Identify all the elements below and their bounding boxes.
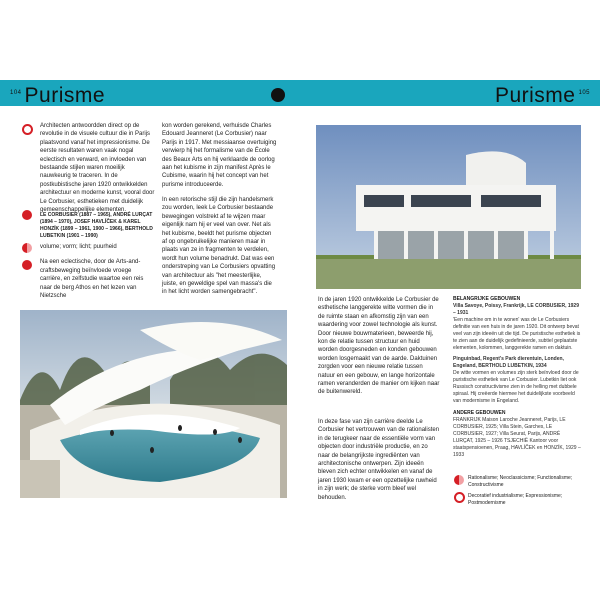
other-buildings: FRANKRIJK Maison Laroche Jeanneret, Parijs, LE CORBUSIER, 1925; Villa Stein, Garches, LE CORBUSIER, 1927; Villa Seurat, Parijs, ANDRÉ LURÇAT, 1925 – 1926 TSJECHIË Kantoor voor staatspensioenen, Praag, HAVLÍČEK en HONZÍK, 1929 – 1933 <box>453 417 581 458</box>
paragraph: kon worden gerekend, verhuisde Charles Edouard Jeanneret (Le Corbusier) naar Parijs in 1917. Met messiaanse overtuiging verwierp hij het formalisme van de École des Beaux Arts en hij verklaarde de oorlog aan het kubisme in zijn manifest Après le Cubisme, waarin hij het concept van het purisme introduceerde. <box>162 123 277 188</box>
page-title-right <box>495 84 590 108</box>
column-2 <box>162 122 277 298</box>
related-styles: Rationalisme; Neoclassicisme; Functionalisme; Constructivisme <box>468 475 573 488</box>
influence-picto-icon <box>22 260 32 270</box>
paragraph: In de jaren 1920 ontwikkelde Le Corbusier de esthetische langgerekte witte vormen die in de ruimte staan en afkomstig zijn van een waardering voor zowel technologie als kunst. Door nieuwe bouwmaterieen, beweerde hij, kon de relatie tussen structuur en huid worden doorgesneden en konden gebouwen worden losgemaakt van de aarde. Daktuinen zorgden voor een nieuwe relatie tussen natuur en een gebouw, en lange horizontale ramen veranderden de manier om kijken naar de buitenwereld. <box>318 297 440 396</box>
later-styles-icon <box>454 492 465 503</box>
center-dot-icon <box>271 88 285 102</box>
later-styles: Decoratief industrialisme; Expressionisme; Postmodernisme <box>468 493 563 506</box>
keywords-picto-icon <box>22 243 32 253</box>
page-number-left: 104 <box>10 90 22 97</box>
column-1 <box>40 122 155 300</box>
building-title: Villa Savoye, Poissy, Frankrijk, LE CORBUSIER, 1929 – 1931 <box>453 303 579 316</box>
page-title-left <box>10 84 105 108</box>
penguin-pool-image <box>20 310 287 498</box>
paragraph: In een retorische stijl die zijn handelsmerk zou worden, leek Le Corbusier bestaande bewegingen volstrekt af te wijzen maar eigenlijk nam hij er veel van over. Net als het kubisme, beeldt het purisme objecten af op ongebruikelijke manieren maar in plaats van ze in fragmenten te verdelen, wordt hun volume benadrukt. Dat was een onderstreping van Le Corbusiers opvatting van architectuur als "het meesterlijke, juiste, en geweldige spel van massa's die in het licht worden samengebracht". <box>162 197 276 296</box>
penguin-pool-photo <box>20 310 287 498</box>
building-description: De witte vormen en volumes zijn sterk beïnvloed door de puristische esthetiek van Le Corbusier. Lubetkin liet ook Russisch constructivisme zien in de helling met dubbele spiraal. Hij creëerde hiermee het duidelijkste voorbeeld van modernisme in Engeland. <box>453 370 579 404</box>
title-text-left: Purisme <box>24 84 106 107</box>
sidebar-heading-important: BELANGRIJKE GEBOUWEN <box>453 296 521 302</box>
building-title: Pinguinbad, Regent's Park dierentuin, Londen, Engeland, BERTHOLD LUBETKIN, 1934 <box>453 356 564 369</box>
influence-paragraph: Na een eclectische, door de Arts-and-craftsbeweging beïnvloede vroege carrière, en zelfstudie waartoe een reis naar de berg Athos en het lezen van Nietzsche <box>40 259 144 300</box>
title-text-right: Purisme <box>494 84 576 107</box>
page-number-right: 105 <box>578 90 590 97</box>
intro-picto-icon <box>22 124 33 135</box>
paragraph: In deze fase van zijn carrière deelde Le Corbusier het vertrouwen van de rationalisten in de terugkeer naar de essentiële vorm van objecten door industriële productie, en zo naar de belangrijkste ingrediënten van architectonische ontwerpen. Zijn ideeën bleven zich echter ontwikkelen en vanaf de jaren 1930 kwam er een opzettelijke ruwheid in zijn werk; de sterke vorm bleef wel behouden. <box>318 419 440 501</box>
villa-savoye-photo <box>316 125 581 289</box>
keywords: volume; vorm; licht; puurheid <box>40 244 117 250</box>
column-4-sidebar <box>453 296 581 458</box>
architects-list: LE CORBUSIER (1887 – 1965), ANDRÉ LURÇAT (1894 – 1970), JOSEF HAVLÍČEK & KAREL HONZÍK (1899 – 1961, 1900 – 1966), BERTHOLD LUBETKIN (1901 – 1990) <box>40 212 153 239</box>
sidebar-heading-other: ANDERE GEBOUWEN <box>453 410 506 416</box>
intro-paragraph: Architecten antwoordden direct op de revolutie in de visuele cultuur die in Parijs plaatsvond vanaf het impressionisme. De eerste resultaten waren vaak nogal eclectisch en verward, en invloeden van bestaande stijlen waren moeilijk nauwkeurig te traceren. In de postkubistische jaren 1920 ontwikkelden architectuur en moderne kunst, vooral door Le Corbusier, esthetieken met duidelijk gemeenschappelijke elementen. <box>40 123 155 214</box>
villa-savoye-image <box>316 125 581 289</box>
architects-picto-icon <box>22 210 32 220</box>
column-3 <box>318 296 440 520</box>
building-description: 'Een machine om in te wonen' was de Le Corbusiers definitie van een huis in de jaren 1920. Dit ontwerp bevat veel van zijn ideeën uit die tijd. De puristische esthetiek is te zien aan de duidelijk gedefinieerde, subtiel geplaatste elementen, kolommen, langgerekte ramen en daktuin. <box>453 317 581 351</box>
related-styles-icon <box>454 475 464 485</box>
